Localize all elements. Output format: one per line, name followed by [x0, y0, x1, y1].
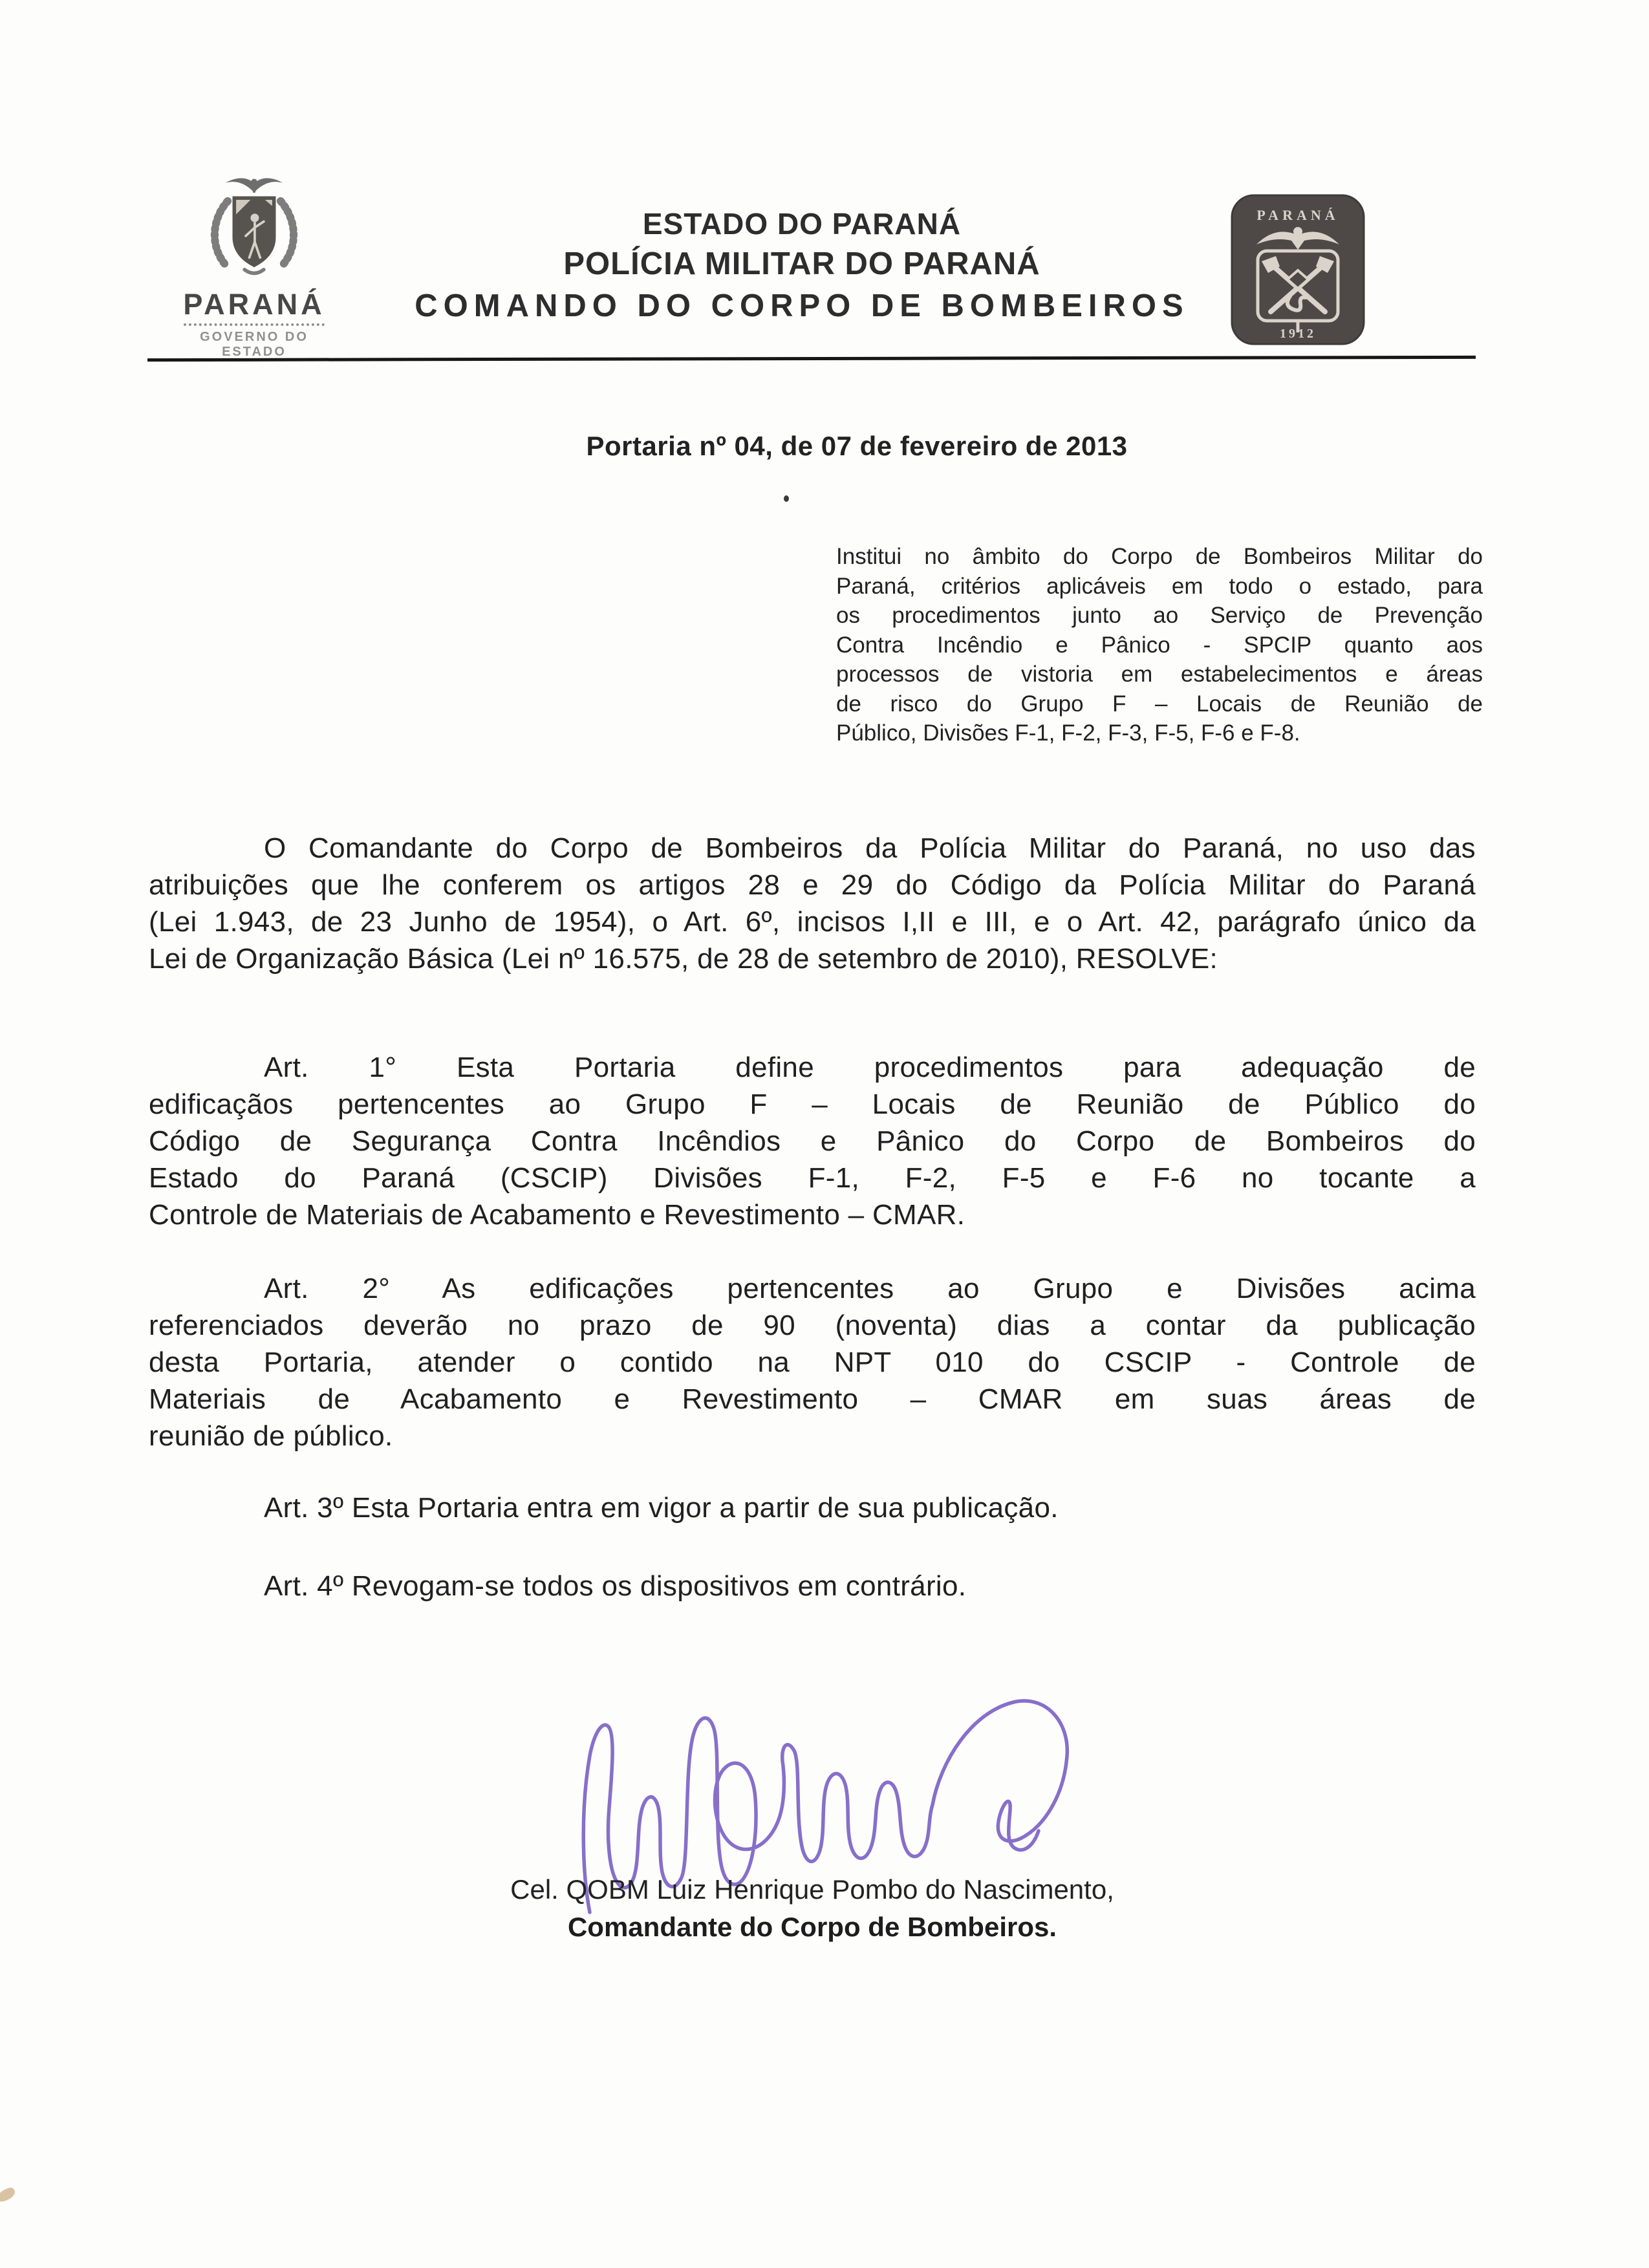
article-4: Art. 4º Revogam-se todos os dispositivos em contrário. — [264, 1570, 967, 1602]
paragraph-line: edificaçãos pertencentes ao Grupo F – Locais de Reunião de Público do — [149, 1088, 1476, 1120]
paragraph-line: referenciados deverão no prazo de 90 (noventa) dias a contar da publicação — [149, 1310, 1476, 1341]
scan-smudge-artifact — [0, 2186, 17, 2204]
badge-year-label: 1912 — [1280, 327, 1316, 341]
stray-ink-dot — [784, 495, 789, 502]
paragraph-line: Estado do Paraná (CSCIP) Divisões F-1, F-2, F-5 e F-6 no tocante a — [149, 1162, 1476, 1194]
header-rule — [147, 356, 1476, 362]
article-3: Art. 3º Esta Portaria entra em vigor a partir de sua publicação. — [264, 1492, 1059, 1524]
ementa-line: Institui no âmbito do Corpo de Bombeiros Militar do — [836, 544, 1483, 569]
org-line-estado: ESTADO DO PARANÁ — [642, 207, 962, 241]
ementa-line: processos de vistoria em estabelecimentos e áreas — [836, 662, 1483, 687]
paragraph-line: Código de Segurança Contra Incêndios e Pânico do Corpo de Bombeiros do — [149, 1125, 1476, 1157]
paragraph-line: desta Portaria, atender o contido na NPT 010 do CSCIP - Controle de — [149, 1346, 1476, 1378]
badge-state-label: PARANÁ — [1256, 207, 1339, 223]
bombeiros-badge-icon — [1231, 194, 1365, 345]
paragraph-line: atribuições que lhe conferem os artigos 28 e 29 do Código da Polícia Militar do Paraná — [149, 869, 1476, 901]
ementa-line: os procedimentos junto ao Serviço de Prevenção — [836, 603, 1483, 628]
ementa-line: Público, Divisões F-1, F-2, F-3, F-5, F-6 e F-8. — [836, 720, 1300, 746]
article-2 — [149, 1270, 1476, 1454]
org-line-policia: POLÍCIA MILITAR DO PARANÁ — [563, 246, 1040, 281]
parana-logo-wordmark: PARANÁ — [183, 288, 325, 321]
paragraph-line: Lei de Organização Básica (Lei nº 16.575, de 28 de setembro de 2010), RESOLVE: — [149, 943, 1218, 975]
paragraph-line: Art. 2° As edificações pertencentes ao Grupo e Divisões acima — [264, 1273, 1476, 1304]
paragraph-line: Controle de Materiais de Acabamento e Revestimento – CMAR. — [149, 1199, 965, 1231]
header-organization-block — [362, 204, 1242, 327]
bombeiros-badge — [1231, 194, 1365, 349]
document-title: Portaria nº 04, de 07 de fevereiro de 2013 — [586, 431, 1128, 461]
paragraph-line: Art. 1° Esta Portaria define procedimentos para adequação de — [264, 1052, 1476, 1083]
parana-logo-caption: GOVERNO DO ESTADO — [200, 330, 308, 359]
ementa-line: Contra Incêndio e Pânico - SPCIP quanto aos — [836, 632, 1483, 658]
signer-role: Comandante do Corpo de Bombeiros. — [567, 1912, 1057, 1942]
logo-divider — [184, 323, 325, 326]
paragraph-line: O Comandante do Corpo de Bombeiros da Polícia Militar do Paraná, no uso das — [264, 832, 1476, 864]
ementa-line: Paraná, critérios aplicáveis em todo o estado, para — [836, 573, 1483, 599]
signer-name: Cel. QOBM Luiz Henrique Pombo do Nascimento, — [510, 1874, 1114, 1905]
org-line-comando: COMANDO DO CORPO DE BOMBEIROS — [415, 288, 1189, 323]
paragraph-line: reunião de público. — [149, 1420, 393, 1452]
opening-paragraph — [149, 830, 1476, 977]
paragraph-line: Materiais de Acabamento e Revestimento – CMAR em suas áreas de — [149, 1383, 1476, 1415]
parana-coat-of-arms-icon — [194, 173, 314, 287]
paragraph-line: (Lei 1.943, de 23 Junho de 1954), o Art. 6º, incisos I,II e III, e o Art. 42, parágrafo único da — [149, 906, 1476, 938]
ementa-line: de risco do Grupo F – Locais de Reunião de — [836, 691, 1483, 717]
article-1 — [149, 1049, 1476, 1233]
parana-state-logo — [173, 173, 335, 360]
ementa-block — [836, 542, 1483, 748]
